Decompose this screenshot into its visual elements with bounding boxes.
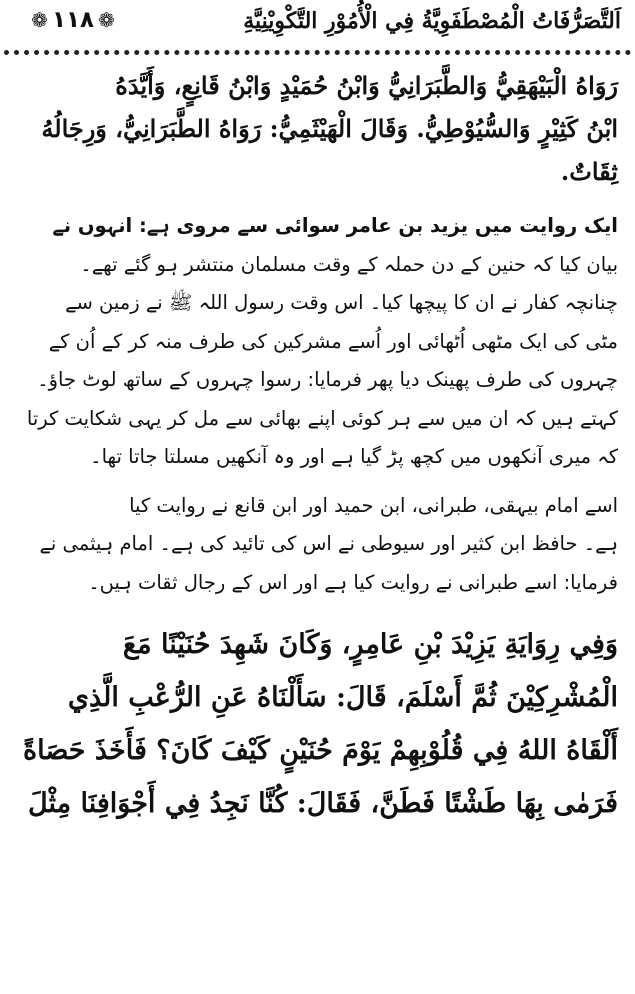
arabic-narration-line: أَلْقَاهُ اللهُ فِي قُلُوْبِهِمْ يَوْمَ حُنَيْنٍ كَيْفَ كَانَ؟ فَأَخَذَ حَصَاةً (22, 735, 618, 766)
arabic-reference (22, 64, 618, 193)
arabic-narration (22, 618, 618, 830)
header-divider (4, 50, 631, 55)
arabic-narration-line: وَفِي رِوَايَةِ يَزِيْدَ بْنِ عَامِرٍ، وَكَانَ شَهِدَ حُنَيْنًا مَعَ (122, 629, 618, 660)
urdu-paragraph-line: کہ میری آنکھوں میں کچھ پڑ گیا ہے اور وہ آنکھیں مسلتا جاتا تھا۔ (90, 445, 618, 468)
urdu-paragraph-translation (22, 207, 618, 477)
urdu-paragraph-line: ایک روایت میں یزید بن عامر سوائی سے مروی ہے: انہوں نے (52, 214, 618, 237)
ornament-left-icon: ❁ (31, 8, 48, 32)
urdu-paragraph-line: بیان کیا کہ حنین کے دن حملہ کے وقت مسلمان منتشر ہو گئے تھے۔ (80, 252, 618, 276)
urdu-paragraph-sources (22, 487, 618, 603)
urdu-paragraph-line: چنانچہ کفار نے ان کا پیچھا کیا۔ اس وقت رسول اللہ ﷺ نے زمین سے (65, 291, 618, 314)
ornament-right-icon: ❁ (98, 8, 115, 32)
urdu-paragraph-line: کہتے ہیں کہ ان میں سے ہر کوئی اپنے بھائی سے مل کر یہی شکایت کرتا (26, 406, 618, 430)
urdu-paragraph-line: ہے۔ حافظ ابن کثیر اور سیوطی نے اس کی تائید کی ہے۔ امام ہیثمی نے (39, 532, 618, 555)
page-body (22, 64, 618, 844)
page-number: ۱۱۸ (51, 7, 95, 33)
running-title: اَلتَّصَرُّفَاتُ الْمُصْطَفَوِيَّةُ فِي الْأُمُوْرِ التَّكْوِيْنِيَّةِ (243, 8, 621, 34)
urdu-paragraph-line: فرمایا: اسے طبرانی نے روایت کیا ہے اور اس کے رجال ثقات ہیں۔ (88, 570, 618, 594)
page-number-box (8, 4, 138, 36)
urdu-paragraph-line: اسے امام بیہقی، طبرانی، ابن حمید اور ابن قانع نے روایت کیا (129, 493, 618, 517)
urdu-paragraph-line: چہروں کی طرف پھینک دیا پھر فرمایا: رسوا چہروں کے ساتھ لوٹ جاؤ۔ (37, 368, 618, 391)
arabic-narration-line: فَرَمٰى بِهَا طَشْتًا فَطَنَّ، فَقَالَ: كُنَّا نَجِدُ فِي أَجْوَافِنَا مِثْلَ (28, 788, 618, 819)
page-header (0, 0, 635, 52)
arabic-reference-line: ثِقَاتٌ. (560, 157, 618, 186)
arabic-narration-line: الْمُشْرِكِيْنَ ثُمَّ أَسْلَمَ، قَالَ: سَأَلْنَاهُ عَنِ الرُّعْبِ الَّذِي (67, 682, 618, 713)
arabic-reference-line: رَوَاهُ الْبَيْهَقِيُّ وَالطَّبَرَانِيُّ وَابْنُ حُمَيْدٍ وَابْنُ قَانِعٍ، وَأَيَّدَهُ (115, 71, 618, 100)
arabic-reference-line: ابْنُ كَثِيْرٍ وَالسُّيُوْطِيُّ. وَقَالَ الْهَيْثَمِيُّ: رَوَاهُ الطَّبَرَانِيُّ، وَرِجَالُهُ (41, 114, 618, 143)
urdu-paragraph-line: مٹی کی ایک مٹھی اُٹھائی اور اُسے مشرکین کی طرف منہ کر کے اُن کے (48, 329, 618, 353)
